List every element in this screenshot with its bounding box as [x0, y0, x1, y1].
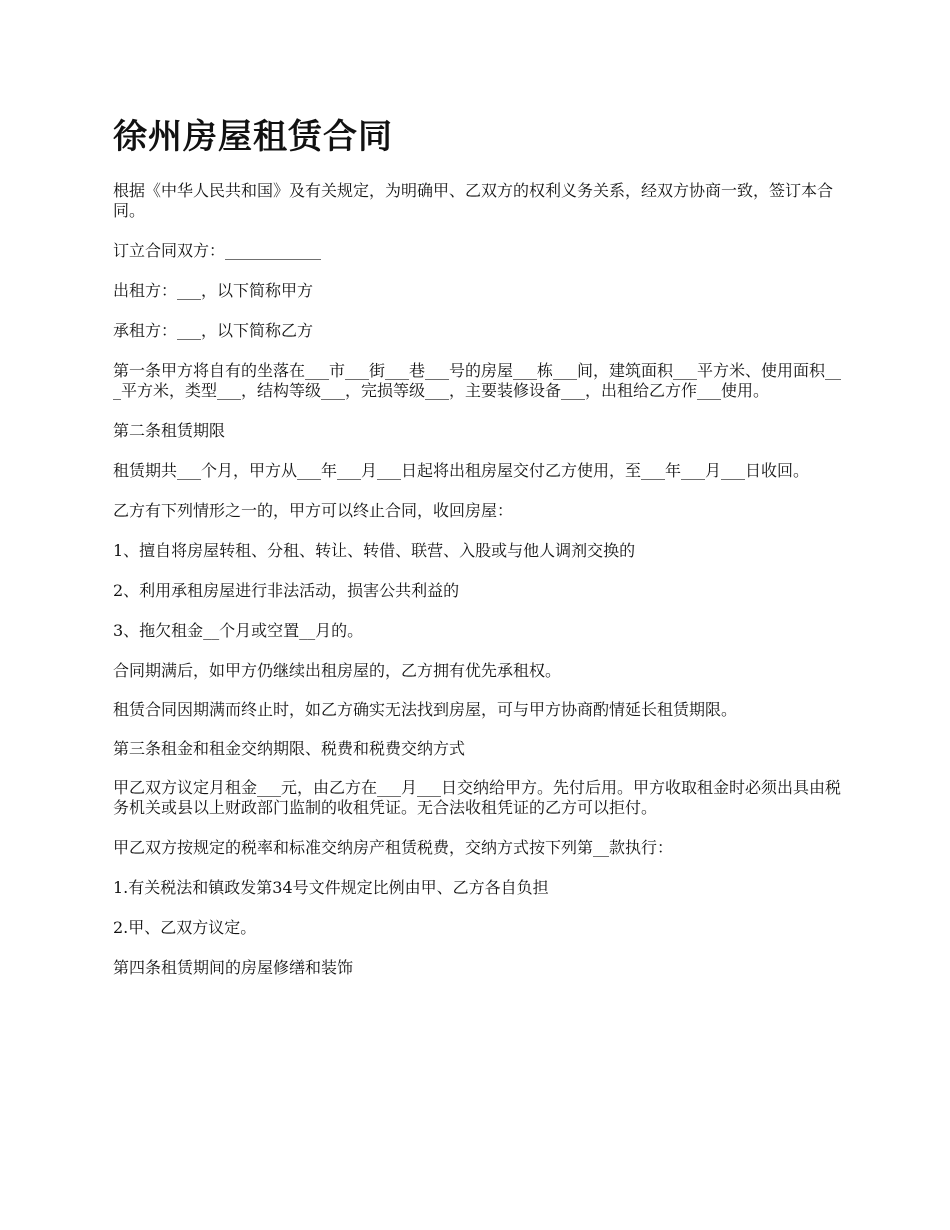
- document-body: [113, 181, 841, 978]
- paragraph-parties: 订立合同双方：____________: [113, 241, 322, 260]
- document-title: 徐州房屋租赁合同: [113, 117, 393, 157]
- heading-article-2: 第二条租赁期限: [113, 421, 226, 440]
- paragraph-preamble: 根据《中华人民共和国》及有关规定，为明确甲、乙双方的权利义务关系，经双方协商一致，签订本合同。: [113, 181, 834, 220]
- paragraph-priority-lease: 合同期满后，如甲方仍继续出租房屋的，乙方拥有优先承租权。: [113, 661, 562, 680]
- paragraph-lease-term: 租赁期共___个月，甲方从___年___月___日起将出租房屋交付乙方使用，至___年___月___日收回。: [113, 461, 810, 480]
- paragraph-termination-conditions: 乙方有下列情形之一的，甲方可以终止合同，收回房屋：: [113, 501, 514, 520]
- paragraph-lessee: 承租方：___，以下简称乙方: [113, 321, 314, 340]
- list-item-termination-1: 1、擅自将房屋转租、分租、转让、转借、联营、入股或与他人调剂交换的: [113, 541, 636, 560]
- paragraph-lease-extension: 租赁合同因期满而终止时，如乙方确实无法找到房屋，可与甲方协商酌情延长租赁期限。: [113, 700, 738, 719]
- list-item-termination-3: 3、拖欠租金__个月或空置__月的。: [113, 621, 364, 640]
- list-item-tax-1: 1.有关税法和镇政发第34号文件规定比例由甲、乙方各自负担: [113, 878, 549, 897]
- heading-article-3: 第三条租金和租金交纳期限、税费和税费交纳方式: [113, 739, 466, 758]
- heading-article-4: 第四条租赁期间的房屋修缮和装饰: [113, 958, 354, 977]
- list-item-tax-2: 2.甲、乙双方议定。: [113, 918, 257, 937]
- paragraph-rent-payment: 甲乙双方议定月租金___元，由乙方在___月___日交纳给甲方。先付后用。甲方收取租金时必须出具由税务机关或县以上财政部门监制的收租凭证。无合法收租凭证的乙方可以拒付。: [113, 778, 842, 817]
- list-item-termination-2: 2、利用承租房屋进行非法活动，损害公共利益的: [113, 581, 460, 600]
- document-page: [113, 0, 841, 998]
- paragraph-article-1: 第一条甲方将自有的坐落在___市___街___巷___号的房屋___栋___间，建筑面积___平方米、使用面积___平方米，类型___，结构等级___，完损等级___，主要装修设备___，出租给乙方作___使用。: [113, 361, 842, 400]
- paragraph-lessor: 出租方：___，以下简称甲方: [113, 281, 314, 300]
- paragraph-tax-payment: 甲乙双方按规定的税率和标准交纳房产租赁税费，交纳方式按下列第__款执行：: [113, 838, 674, 857]
